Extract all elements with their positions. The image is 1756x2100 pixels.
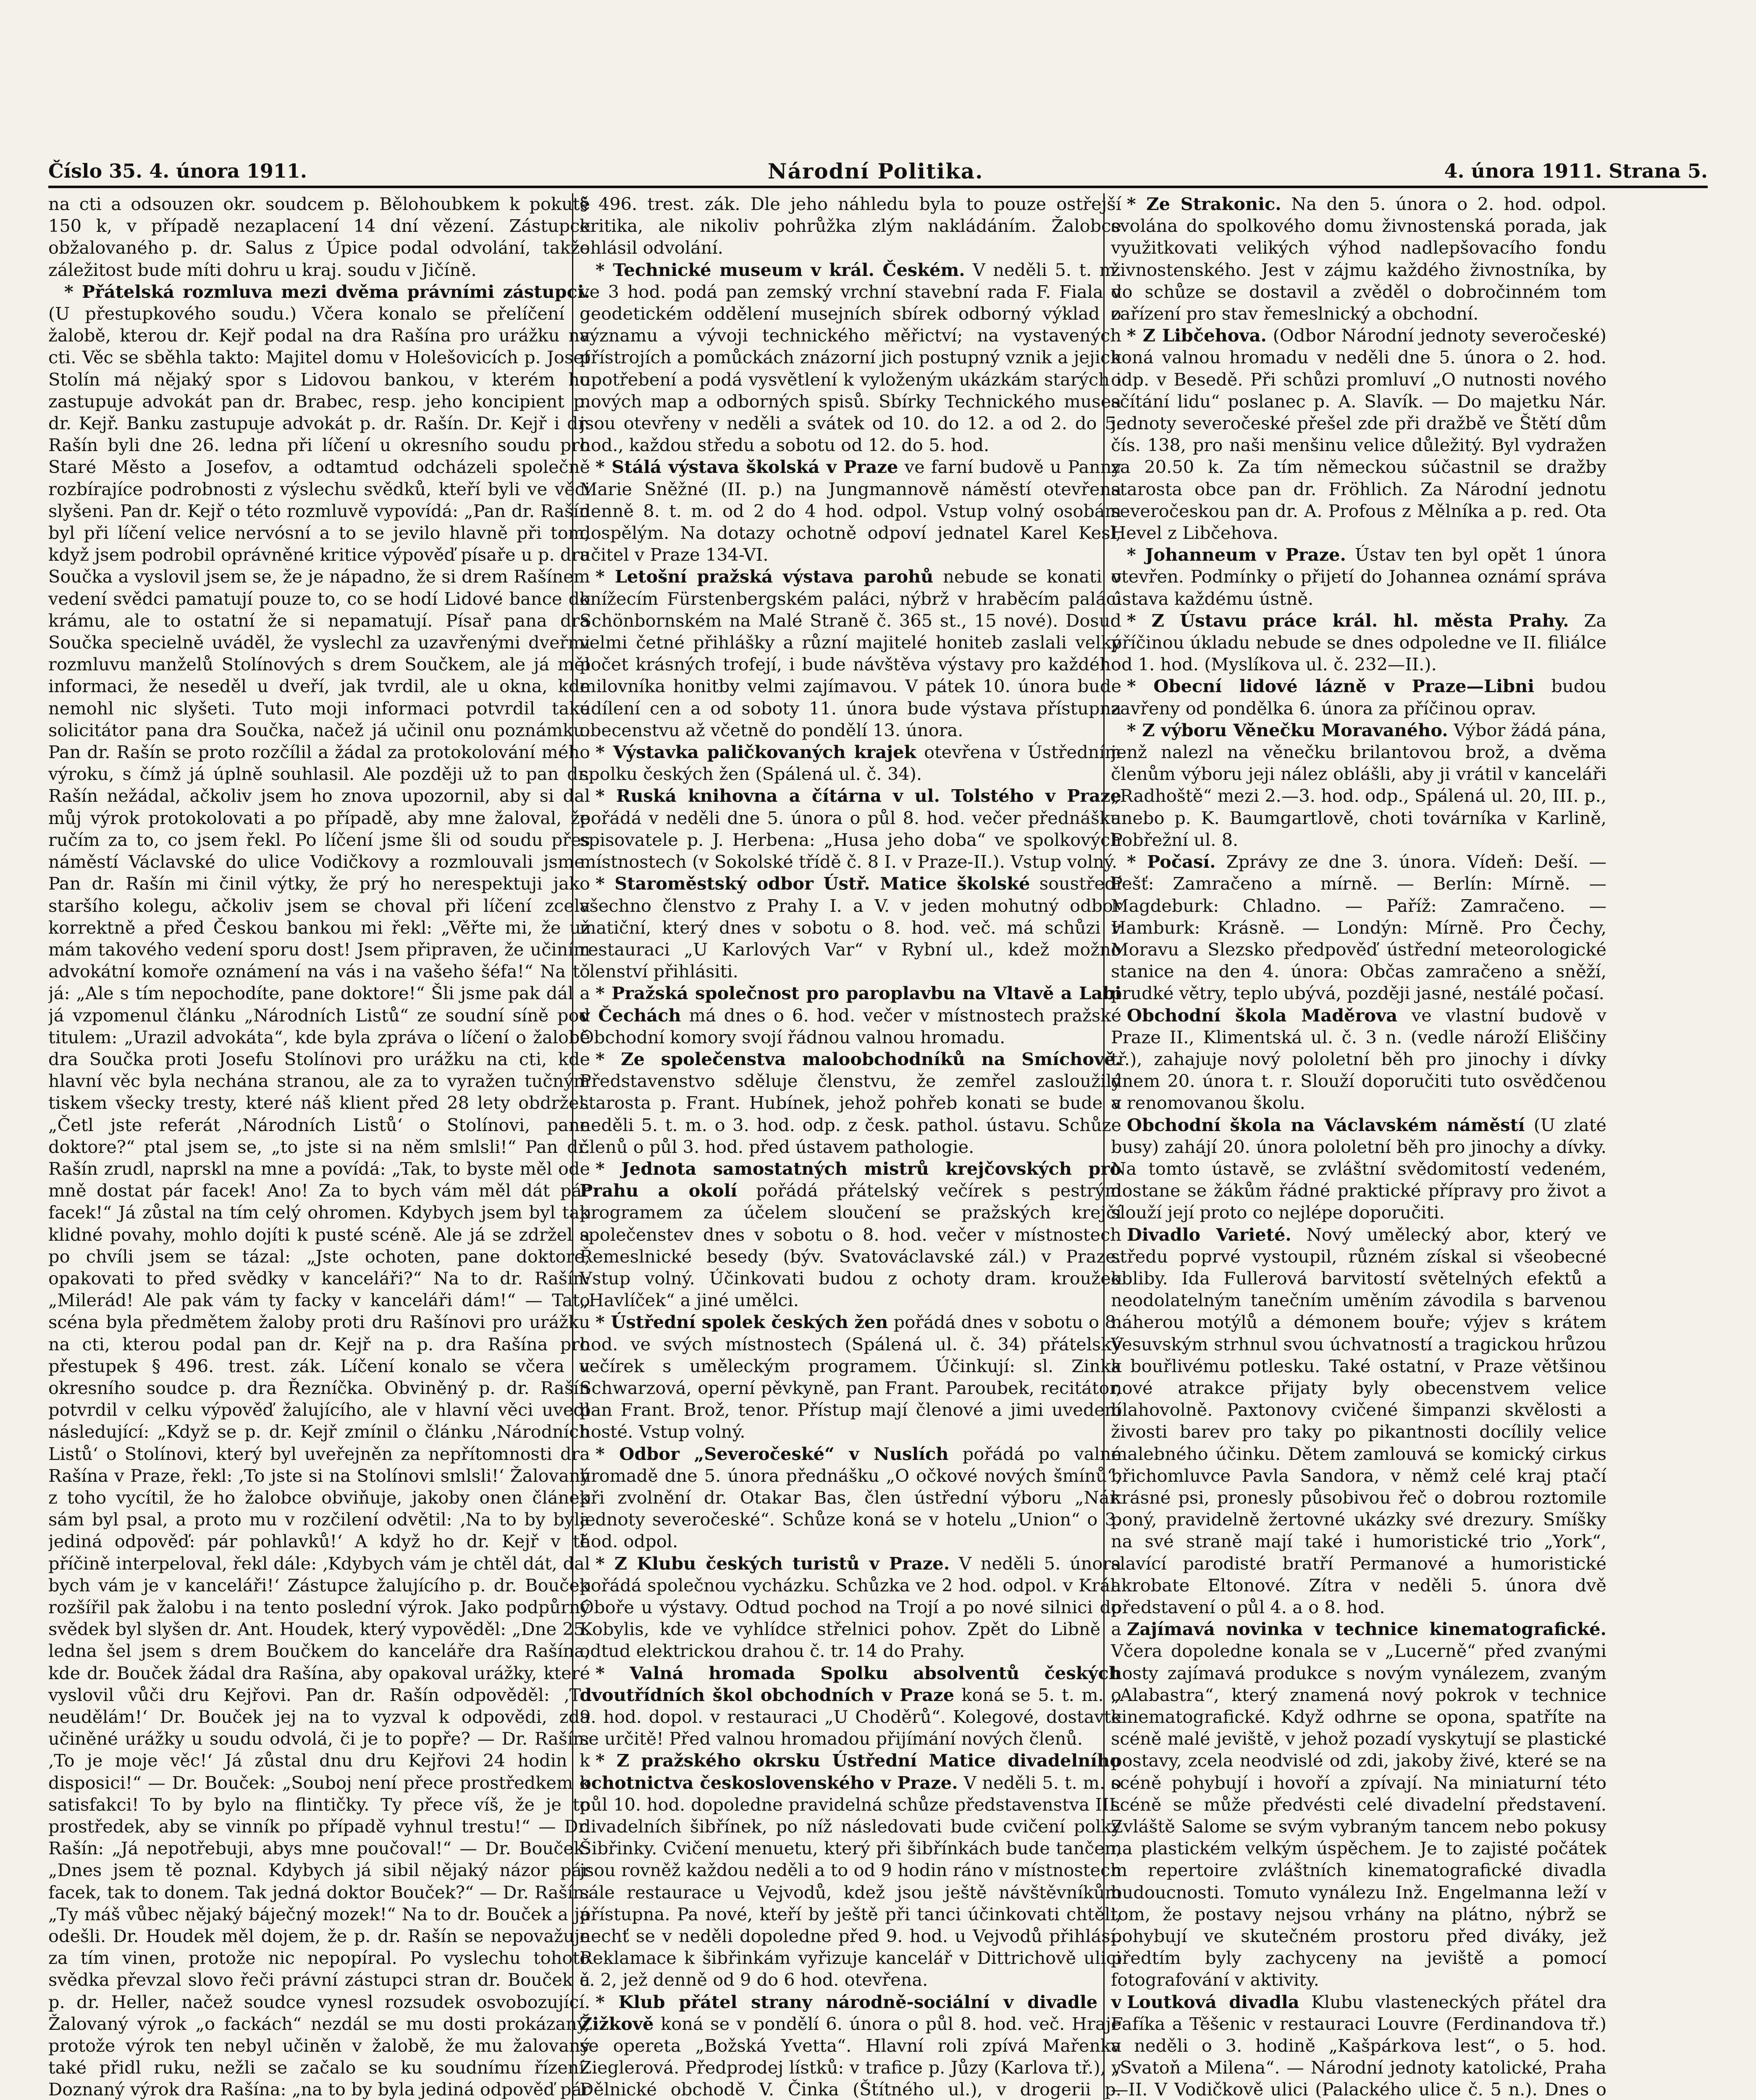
- article: [580, 1750, 1121, 1991]
- article-heading: Obchodní škola Maděrova: [1127, 1005, 1398, 1026]
- article-heading: * Výstavka paličkovaných krajek: [596, 742, 916, 763]
- article-heading: * Johanneum v Praze.: [1127, 544, 1346, 565]
- article-heading: * Klub přátel strany národně-sociální v divadle v Žižkově: [580, 1991, 1121, 2034]
- article-heading: * Jednota samostatných mistrů krejčovských pro Prahu a okolí: [580, 1158, 1121, 1201]
- article-text: budou zavřeny od pondělka 6. února za příčinou oprav.: [1111, 676, 1606, 719]
- article-text: Zprávy ze dne 3. února. Vídeň: Deší. — Pešť: Zamračeno a mírně. — Berlín: Mírně. — Magdeburk: Chladno. — Paříž: Zamračeno. — Hamburk: Krásně. — Londýn: Mírně. Pro Čechy, Moravu a Slezsko předpověď ústřední meteorologické stanice na den 4. února: Občas zamračeno a sněží, prudké větry, teplo ubývá, později jasné, nestálé počasí.: [1111, 851, 1606, 1004]
- article-text: Výbor žádá pána, jenž nalezl na věnečku brilantovou brož, a dvěma členům výboru jeji nález oblášli, aby ji vrátil v kanceláři „Radhoště“ mezi 2.—3. hod. odp., Spálená ul. 20, III. p., anebo p. K. Baumgartlově, choti továrníka v Karlině, Pobřežní ul. 8.: [1111, 719, 1606, 850]
- article-heading: * Z Ústavu práce král. hl. města Prahy.: [1127, 610, 1569, 631]
- article: [580, 873, 1121, 982]
- article: [1111, 193, 1606, 325]
- article: [1111, 1224, 1606, 1619]
- article-text: pořádá dnes v sobotu o 8. hod. ve svých místnostech (Spálená ul. č. 34) přátelský večírek s uměleckým programem. Účinkují: sl. Zinka Schwarzová, operní pěvkyně, pan Frant. Paroubek, recitátor, pan Frant. Brož, tenor. Přístup mají členové a jimi uvedení hosté. Vstup volný.: [580, 1312, 1121, 1442]
- article-heading: * Technické museum v král. Českém.: [596, 259, 965, 280]
- article: [580, 456, 1121, 566]
- article-heading: * Odbor „Severočeské“ v Nuslích: [596, 1443, 949, 1464]
- article-heading: * Z pražského okrsku Ústřední Matice divadelního ochotnictva československého v Praze.: [580, 1750, 1121, 1793]
- article-heading: * Z výboru Věnečku Moravaného.: [1127, 719, 1448, 740]
- article-heading: * Přátelská rozmluva mezi dvěma právními zástupci.: [64, 281, 590, 302]
- article-text: koná se 5. t. m. o 9. hod. dopol. v restauraci „U Choděrů“. Kolegové, dostavte se určitě! Před valnou hromadou přijímání nových členů.: [580, 1684, 1121, 1749]
- column-2: [580, 193, 1121, 2100]
- article: [1111, 1991, 1606, 2100]
- article: [580, 1311, 1121, 1443]
- article-heading: * Z Libčehova.: [1127, 325, 1267, 346]
- article-text: Včera dopoledne konala se v „Lucerně“ před zvanými hosty zajímavá produkce s novým vynálezem, zvaným „Alabastra“, který znamená nový pokrok v technice kinematografické. Když odhrne se opona, spatříte na scéně malé jeviště, v jehož pozadí vyskytují se plastické postavy, zcela neodvislé od zdi, jakoby živé, které se na scéně pohybují i hovoří a zpívají. Na miniaturní této scéně se může předvésti celé divadelní představení. Zvláště Salome se svým vybraným tancem nebo pokusy na plastickém velkým úspěchem. Je to zajisté počátek m repertoire zvláštních kinematografické divadla budoucnosti. Tomuto vynálezu Inž. Engelmanna leží v tom, že postavy nejsou vrhány na plátno, nýbrž se pohybují ve skutečném prostoru před diváky, jež předtím byly zachyceny na jeviště a pomocí fotografování v aktivity.: [1111, 1641, 1606, 1990]
- article: [580, 1553, 1121, 1662]
- article-text: ve farní budově u Panny Marie Sněžné (II. p.) na Jungmannově náměstí otevřena denně 8. t. m. od 2 do 4 hod. odpol. Vstup volný osobám dospělým. Na dotazy ochotně odpoví jednatel Karel Kesl, učitel v Praze 134-VI.: [580, 457, 1121, 565]
- article-text: § 496. trest. zák. Dle jeho náhledu byla to pouze ostřejší kritika, ale nikoliv pohrůžka zlým nakládáním. Žalobce ohlásil odvolání.: [580, 194, 1121, 258]
- article-text: pořádá po valné hromadě dne 5. února přednášku „O očkové nových šmínů“, při zvolnění dr. Otakar Bas, člen ústřední výboru „Nár. jednoty severočeské“. Schůze koná se v hotelu „Union“ o 3. hod. odpol.: [580, 1443, 1121, 1552]
- article: [1111, 675, 1606, 719]
- article-text: Na den 5. února o 2. hod. odpol. svolána do spolkového domu živnostenská porada, jak využitkovati velikých výhod nadlepšovacího fondu živnostenského. Jest v zájmu každého živnostníka, by do schůze se dostavil a zvěděl o dobročinném tom zařízení pro stav řemeslnický a obchodní.: [1111, 194, 1606, 324]
- article-text: V neděli 5. t. m. o půl 10. hod. dopoledne pravidelná schůze představenstva III. divadelních šibřínek, po níž následovati bude cvičení polky Šibřinky. Cvičení menuetu, který při šibřínkách bude tančen, jsou rovněž každou neděli a to od 9 hodin ráno v místnostech sále restaurace u Vejvodů, kdež jsou ještě návštěvníkům přístupna. Pa nové, kteří by ještě při tanci účinkovati chtěli, nechť se v neděli dopoledne před 9. hod. u Vejvodů přihlásí. Reklamace k šibřinkám vyřizuje kancelář v Dittrichově ulici č. 2, jež denně od 9 do 6 hod. otevřena.: [580, 1772, 1121, 1990]
- article: [1111, 719, 1606, 851]
- article-text: V neděli 5. t. m. ve 3 hod. podá pan zemský vrchní stavební rada F. Fiala v geodetickém oddělení musejních sbírek odborný výklad o významu a vývoji technického měřictví; na vystavených přístrojích a pomůckách znázorní jich postupný vznik a jejich upotřebení a podá vysvětlení k vyloženým ukázkám starých i nových map a odborných spisů. Sbírky Technického musea jsou otevřeny v neděli a svátek od 10. do 12. a od 2. do 5. hod., každou středu a sobotu od 12. do 5. hod.: [580, 259, 1121, 456]
- article-heading: * Pražská společnost pro paroplavbu na Vltavě a Labi v Čechách: [580, 983, 1121, 1026]
- article: [580, 785, 1121, 873]
- article: [48, 281, 590, 2100]
- article-text: Klubu vlasteneckých přátel dra Fafíka a Těšenic v restauraci Louvre (Ferdinandova tř.) v neděli o 3. hodině „Kašpárkova lest“, o 5. hod. „Svatoň a Milena“. — Národní jednoty katolické, Praha—II. V Vodičkově ulici (Palackého ulice č. 5 n.). Dnes o: [1111, 1991, 1606, 2100]
- issue-number: Číslo 35. 4. února 1911.: [48, 160, 307, 182]
- article-heading: * Počasí.: [1127, 851, 1216, 872]
- page-number: 4. února 1911. Strana 5.: [1444, 160, 1708, 182]
- page-header: [48, 156, 1708, 188]
- article-text: Představenstvo sděluje členstvu, že zemřel zasloužilý starosta p. Frant. Hubínek, jehož pohřeb konati se bude v neděli 5. t. m. o 3. hod. odp. z česk. pathol. ústavu. Schůze členů o půl 3. hod. před ústavem pathologie.: [580, 1071, 1121, 1157]
- article-text: Za příčinou úkladu nebude se dnes odpoledne ve II. filiálce od 1. hod. (Myslíkova ul. č. 232—II.).: [1111, 610, 1606, 675]
- article: [580, 566, 1121, 741]
- article: [580, 982, 1121, 1048]
- article-heading: * Ze společenstva maloobchodníků na Smíchově.: [596, 1048, 1121, 1069]
- article-text: Nový umělecký abor, který ve středu poprvé vystoupil, různém získal si všeobecné obliby. Ida Fullerová barvitostí světelných efektů a neodolatelným tanečním uměním závodila s barvenou náherou motýlů a démonem bouře; výjev s krátem Vesuvským strhnul svou úchvatností a tragickou hrůzou k bouřlivému potlesku. Také ostatní, v Praze většinou nové atrakce přijaty byly obecenstvem velice blahovolně. Paxtonovy cvičené šimpanzi skvělosti a živosti barev pro taky po pikantnosti docílily velice malebného účinku. Dětem zamlouvá se komický cirkus břichomluvce Pavla Sandora, v němž celé kraj ptačí krásné psi, pronesly působivou řeč o dobrou roztomile poný, pravidelně žertovné ukázky své drezury. Smíšky na své straně mají také i humoristické trio „York“, slavící parodisté bratří Permanové a humoristické akrobate Eltonové. Zítra v neděli 5. února dvě představení o půl 4. a o 8. hod.: [1111, 1224, 1606, 1617]
- article-heading: * Obecní lidové lázně v Praze—Libni: [1127, 676, 1534, 697]
- article-text: Ústav ten byl opět 1 února otevřen. Podmínky o přijetí do Johannea oznámí správa ústava každému ústně.: [1111, 544, 1606, 609]
- column-1: [48, 193, 590, 2100]
- article-text: V neděli 5. února pořádá společnou vycházku. Schůzka ve 2 hod. odpol. v Král. Oboře u výstavy. Odtud pochod na Trojí a po nové silnici do Kobylis, kde ve vyhlídce střelnici pohov. Zpět do Libně a odtud elektrickou drahou č. tr. 14 do Prahy.: [580, 1553, 1121, 1662]
- article-heading: Divadlo Varieté.: [1127, 1224, 1291, 1245]
- article: [1111, 1618, 1606, 1991]
- article: [580, 741, 1121, 785]
- article: [580, 1443, 1121, 1553]
- article-heading: * Ze Strakonic.: [1127, 194, 1281, 214]
- article-heading: Obchodní škola na Václavském náměstí: [1127, 1114, 1525, 1135]
- article-text: (Odbor Národní jednoty severočeské) koná valnou hromadu v neděli dne 5. února o 2. hod. odp. v Besedě. Při schůzi promluví „O nutnosti nového sčítání lidu“ poslanec p. A. Slavík. — Do majetku Nár. jednoty severočeské přešel zde při dražbě ve Štětí dům čís. 138, pro naši menšinu velice důležitý. Byl vydražen za 20.50 k. Za tím německou súčastnil se dražby starosta obce pan dr. Fröhlich. Za Národní jednotu severočeskou pan dr. A. Profous z Mělníka a p. red. Ota Hevel z Libčehova.: [1111, 325, 1606, 543]
- article-heading: * Letošní pražská výstava parohů: [596, 566, 934, 587]
- article: [1111, 1114, 1606, 1224]
- article-heading: * Staroměstský odbor Ústř. Matice školské: [596, 873, 1030, 894]
- article-heading: Zajímavá novinka v technice kinematografické.: [1127, 1619, 1606, 1640]
- article-text: pořádá přátelský večírek s pestrým programem za účelem sloučení se pražských krejčí společenstev dnes v sobotu o 8. hod. večer v místnostech Řemeslnické besedy (býv. Svatováclavské zál.) v Praze. Vstup volný. Účinkovati budou z ochoty dram. kroužek „Havlíček“ a jiné umělci.: [580, 1180, 1121, 1311]
- article: [580, 1158, 1121, 1311]
- article: [1111, 610, 1606, 676]
- article-text: soustředí všechno členstvo z Prahy I. a V. v jeden mohutný odbor matiční, který dnes v sobotu o 8. hod. več. má schůzi v restauraci „U Karlových Var“ v Rybní ul., kdež možno členství přihlásiti.: [580, 873, 1121, 982]
- article-heading: * Ruská knihovna a čítárna v ul. Tolstého v Praze: [596, 785, 1121, 806]
- article: [1111, 851, 1606, 1004]
- article-text: na cti a odsouzen okr. soudcem p. Bělohoubkem k pokutě 150 k, v případě nezaplacení 14 dní vězení. Zástupce obžalovaného p. dr. Salus z Úpice podal odvolání, takže záležitost bude míti dohru u kraj. soudu v Jičíně.: [48, 194, 590, 280]
- article: [580, 1991, 1121, 2100]
- article-text: ve vlastní budově v Praze II., Klimentská ul. č. 3 n. (vedle nároží Eliščiny tř.), zahajuje nový pololetní běh pro jinochy i dívky dnem 20. února t. r. Slouží doporučiti tuto osvědčenou a renomovanou školu.: [1111, 1005, 1606, 1113]
- article: [580, 259, 1121, 457]
- article-heading: * Stálá výstava školská v Praze: [596, 457, 898, 478]
- article-text: má dnes o 6. hod. večer v místnostech pražské Obchodní komory svojí řádnou valnou hromadu.: [580, 1005, 1121, 1047]
- article-text: nebude se konati v knížecím Fürstenbergském paláci, nýbrž v hraběcím paláci Schönbornském na Malé Straně č. 365 st., 15 nové). Dosud velmi četné přihlášky a různí majitelé honiteb zaslali velký počet krásných trofejí, i bude návštěva výstavy pro každého milovníka honitby velmi zajímavou. V pátek 10. února bude udílení cen a od soboty 11. února bude výstava přístupna obecenstvu až včetně do pondělí 13. února.: [580, 566, 1121, 740]
- masthead: Národní Politika.: [767, 158, 984, 184]
- article: [580, 1662, 1121, 1750]
- article-heading: Loutková divadla: [1127, 1991, 1299, 2012]
- article: [580, 1048, 1121, 1158]
- article-heading: * Ústřední spolek českých žen: [596, 1312, 888, 1333]
- article: [1111, 544, 1606, 610]
- article-text: koná se v pondělí 6. února o půl 8. hod. več. Hraje se opereta „Božská Yvetta“. Hlavní roli zpívá Mařenka Zieglerová. Předprodej lístků: v trafice p. Jůzy (Karlova tř.), v Dělnické obchodě V. Činka (Štítného ul.), v drogerii p.: [580, 2013, 1121, 2100]
- article-text: pořádá v neděli dne 5. února o půl 8. hod. večer přednášku spisovatele p. J. Herbena: „Husa jeho doba“ ve spolkových místnostech (v Sokolské třídě č. 8 I. v Praze-II.). Vstup volný.: [580, 807, 1121, 872]
- article: [1111, 1005, 1606, 1114]
- article-text: (U přestupkového soudu.) Včera konalo se přelíčení o žalobě, kterou dr. Kejř podal na dra Rašína pro urážku na cti. Věc se sběhla takto: Majitel domu v Holešovicích p. Josef Stolín má nějaký spor s Lidovou bankou, v kterém ho zastupuje advokát pan dr. Brabec, resp. jeho koncipient p. dr. Kejř. Banku zastupuje advokát p. dr. Rašín. Dr. Kejř i dr. Rašín byli dne 26. ledna při líčení u okresního soudu pro Staré Město a Josefov, a odtamtud odcházeli společně rozbírajíce podrobnosti z výslechu svědků, kteří byli ve věci slyšeni. Pan dr. Kejř o této rozmluvě vypovídá: „Pan dr. Rašín byl při líčení velice nervósní a to se jevilo hlavně při tom, když jsem podrobil oprávněné kritice výpověď písaře u p. dra Součka a vyslovil jsem se, že je nápadno, že si drem Rašínem vedení svědci pamatují pouze to, co se hodí Lidové bance do krámu, ale to ostatní že si nepamatují. Písař pana dra Součka specielně uváděl, že vyslechl za uzavřenými dveřmi rozmluvu manželů Stolínových s drem Součkem, ale já měl informaci, že neseděl u dveří, jak tvrdil, ale u okna, kde nemohl nic slyšeti. Tuto moji informaci potvrdil také solicitátor pana dra Součka, načež já učinil onu poznámku. Pan dr. Rašín se proto rozčílil a žádal za protokolování mého výroku, s čímž já úplně souhlasil. Ale později už to pan dr. Rašín nežádal, ačkoliv jsem ho znova upozornil, aby si dal můj výrok protokolovati a po případě, aby mne žaloval, že ručím za to, co jsem řekl. Po líčení jsme šli od soudu přes náměstí Václavské do ulice Vodičkovy a rozmlouvali jsme. Pan dr. Rašín mi činil výtky, že prý ho nerespektuji jako staršího kolegu, ačkoliv jsem se choval při líčení zcela korrektně a před Českou bankou mi řekl: „Věřte mi, že už mám takového vedení sporu dost! Jsem připraven, že učiním advokátní komoře oznámení na vás i na vašeho šéfa!“ Na to já: „Ale s tím nepochodíte, pane doktore!“ Šli jsme pak dál a já vzpomenul článku „Národních Listů“ ze soudní síně pod titulem: „Urazil advokáta“, kde byla zpráva o líčení o žalobě dra Součka proti Josefu Stolínovi pro urážku na cti, kde hlavní věc byla nechána stranou, ale za to vyražen tučným tiskem všecky tresty, které náš klient před 28 lety obdržel. „Četl jste referát ‚Národních Listů‘ o Stolínovi, pane doktore?“ ptal jsem se, „to jste si na něm smlsli!“ Pan dr. Rašín zrudl, naprskl na mne a povídá: „Tak, to byste měl ode mně dostat pár facek! Ano! Za to bych vám měl dát pár facek!“ Já zůstal na tím celý ohromen. Kdybych jsem byl tak klidné povahy, mohlo dojíti k pusté scéně. Ale já se zdržel a po chvíli jsem se tázal: „Jste ochoten, pane doktore, opakovati to před svědky v kanceláři?“ Na to dr. Rašín: „Milerád! Ale pak vám ty facky v kanceláři dám!“ — Tato scéna byla předmětem žaloby proti dru Rašínovi pro urážku na cti, kterou podal pan dr. Kejř na p. dra Rašína pro přestupek § 496. trest. zák. Líčení konalo se včera u okresního soudce p. dra Řezníčka. Obviněný p. dr. Rašín potvrdil v celku výpověď žalujícího, ale v hlavní věci uvedl následující: „Když se p. dr. Kejř zmínil o článku ‚Národních Listů‘ o Stolínovi, který byl uveřejněn za nepřítomnosti dra Rašína v Praze, řekl: ‚To jste si na Stolínovi smlsli!‘ Žalovaný z toho vycítil, že ho žalobce obviňuje, jakoby onen článek sám byl psal, a proto mu v rozčilení odvětil: ‚Na to by byla jediná odpověď: pár pohlavků!‘ A když ho dr. Kejř v tě příčině interpeloval, řekl dále: ‚Kdybych vám je chtěl dát, dal bych vám je v kanceláři!‘ Zástupce žalujícího p. dr. Bouček rozšířil pak žalobu i na tento poslední výrok. Jako podpůrný svědek byl slyšen dr. Ant. Houdek, který vypověděl: „Dne 25. ledna šel jsem s drem Boučkem do kanceláře dra Rašína, kde dr. Bouček žádal dra Rašína, aby opakoval urážky, které vyslovil vůči dru Kejřovi. Pan dr. Rašín odpověděl: ‚To neudělám!‘ Dr. Bouček jej na to vyzval k odpovědi, zda učiněné urážky u soudu odvolá, či je to popře? — Dr. Rašín: ‚To je moje věc!‘ Já zůstal dnu dru Kejřovi 24 hodin k disposici!“ — Dr. Bouček: „Souboj není přece prostředkem k satisfakci! To by bylo na flintičky. Ty přece víš, že je to prostředek, aby se vinník po případě vyhnul trestu!“ — Dr. Rašín: „Já nepotřebuji, abys mne poučoval!“ — Dr. Bouček: „Dnes jsem tě poznal. Kdybych já sibil nějaký názor pár facek, tak to donem. Tak jedná doktor Bouček?“ — Dr. Rašín: „Ty máš vůbec nějaký báječný mozek!“ Na to dr. Bouček a já odešli. Dr. Houdek měl dojem, že p. dr. Rašín se nepovažuje za tím vinen, protože nic nepopíral. Po vyslechu tohoto svědka převzal slovo řeči právní zástupci stran dr. Bouček a p. dr. Heller, načež soudce vynesl rozsudek osvobozující. Žalovaný výrok „o fackách“ nezdál se mu dosti prokázaný, protože výrok ten nebyl učiněn v žalobě, že mu žalovaný také přidl ruku, nežli se začalo se ku soudnímu řízení. Doznaný výrok dra Rašína: „na to by byla jediná odpověď pár: [48, 303, 590, 2100]
- article-text: otevřena v Ústředním spolku českých žen (Spálená ul. č. 34).: [580, 742, 1121, 785]
- column-3: [1111, 193, 1606, 2100]
- article: [1111, 325, 1606, 544]
- article-heading: * Valná hromada Spolku absolventů českých dvoutřídních škol obchodních v Praze: [580, 1662, 1121, 1705]
- article-heading: * Z Klubu českých turistů v Praze.: [596, 1553, 950, 1574]
- article-text: (U zlaté busy) zahájí 20. února pololetní běh pro jinochy a dívky. Na tomto ústavě, se zvláštní svědomitostí vedeném, dostane se žákům řádné praktické přípravy pro život a slouží její proto co nejlépe doporučiti.: [1111, 1114, 1606, 1223]
